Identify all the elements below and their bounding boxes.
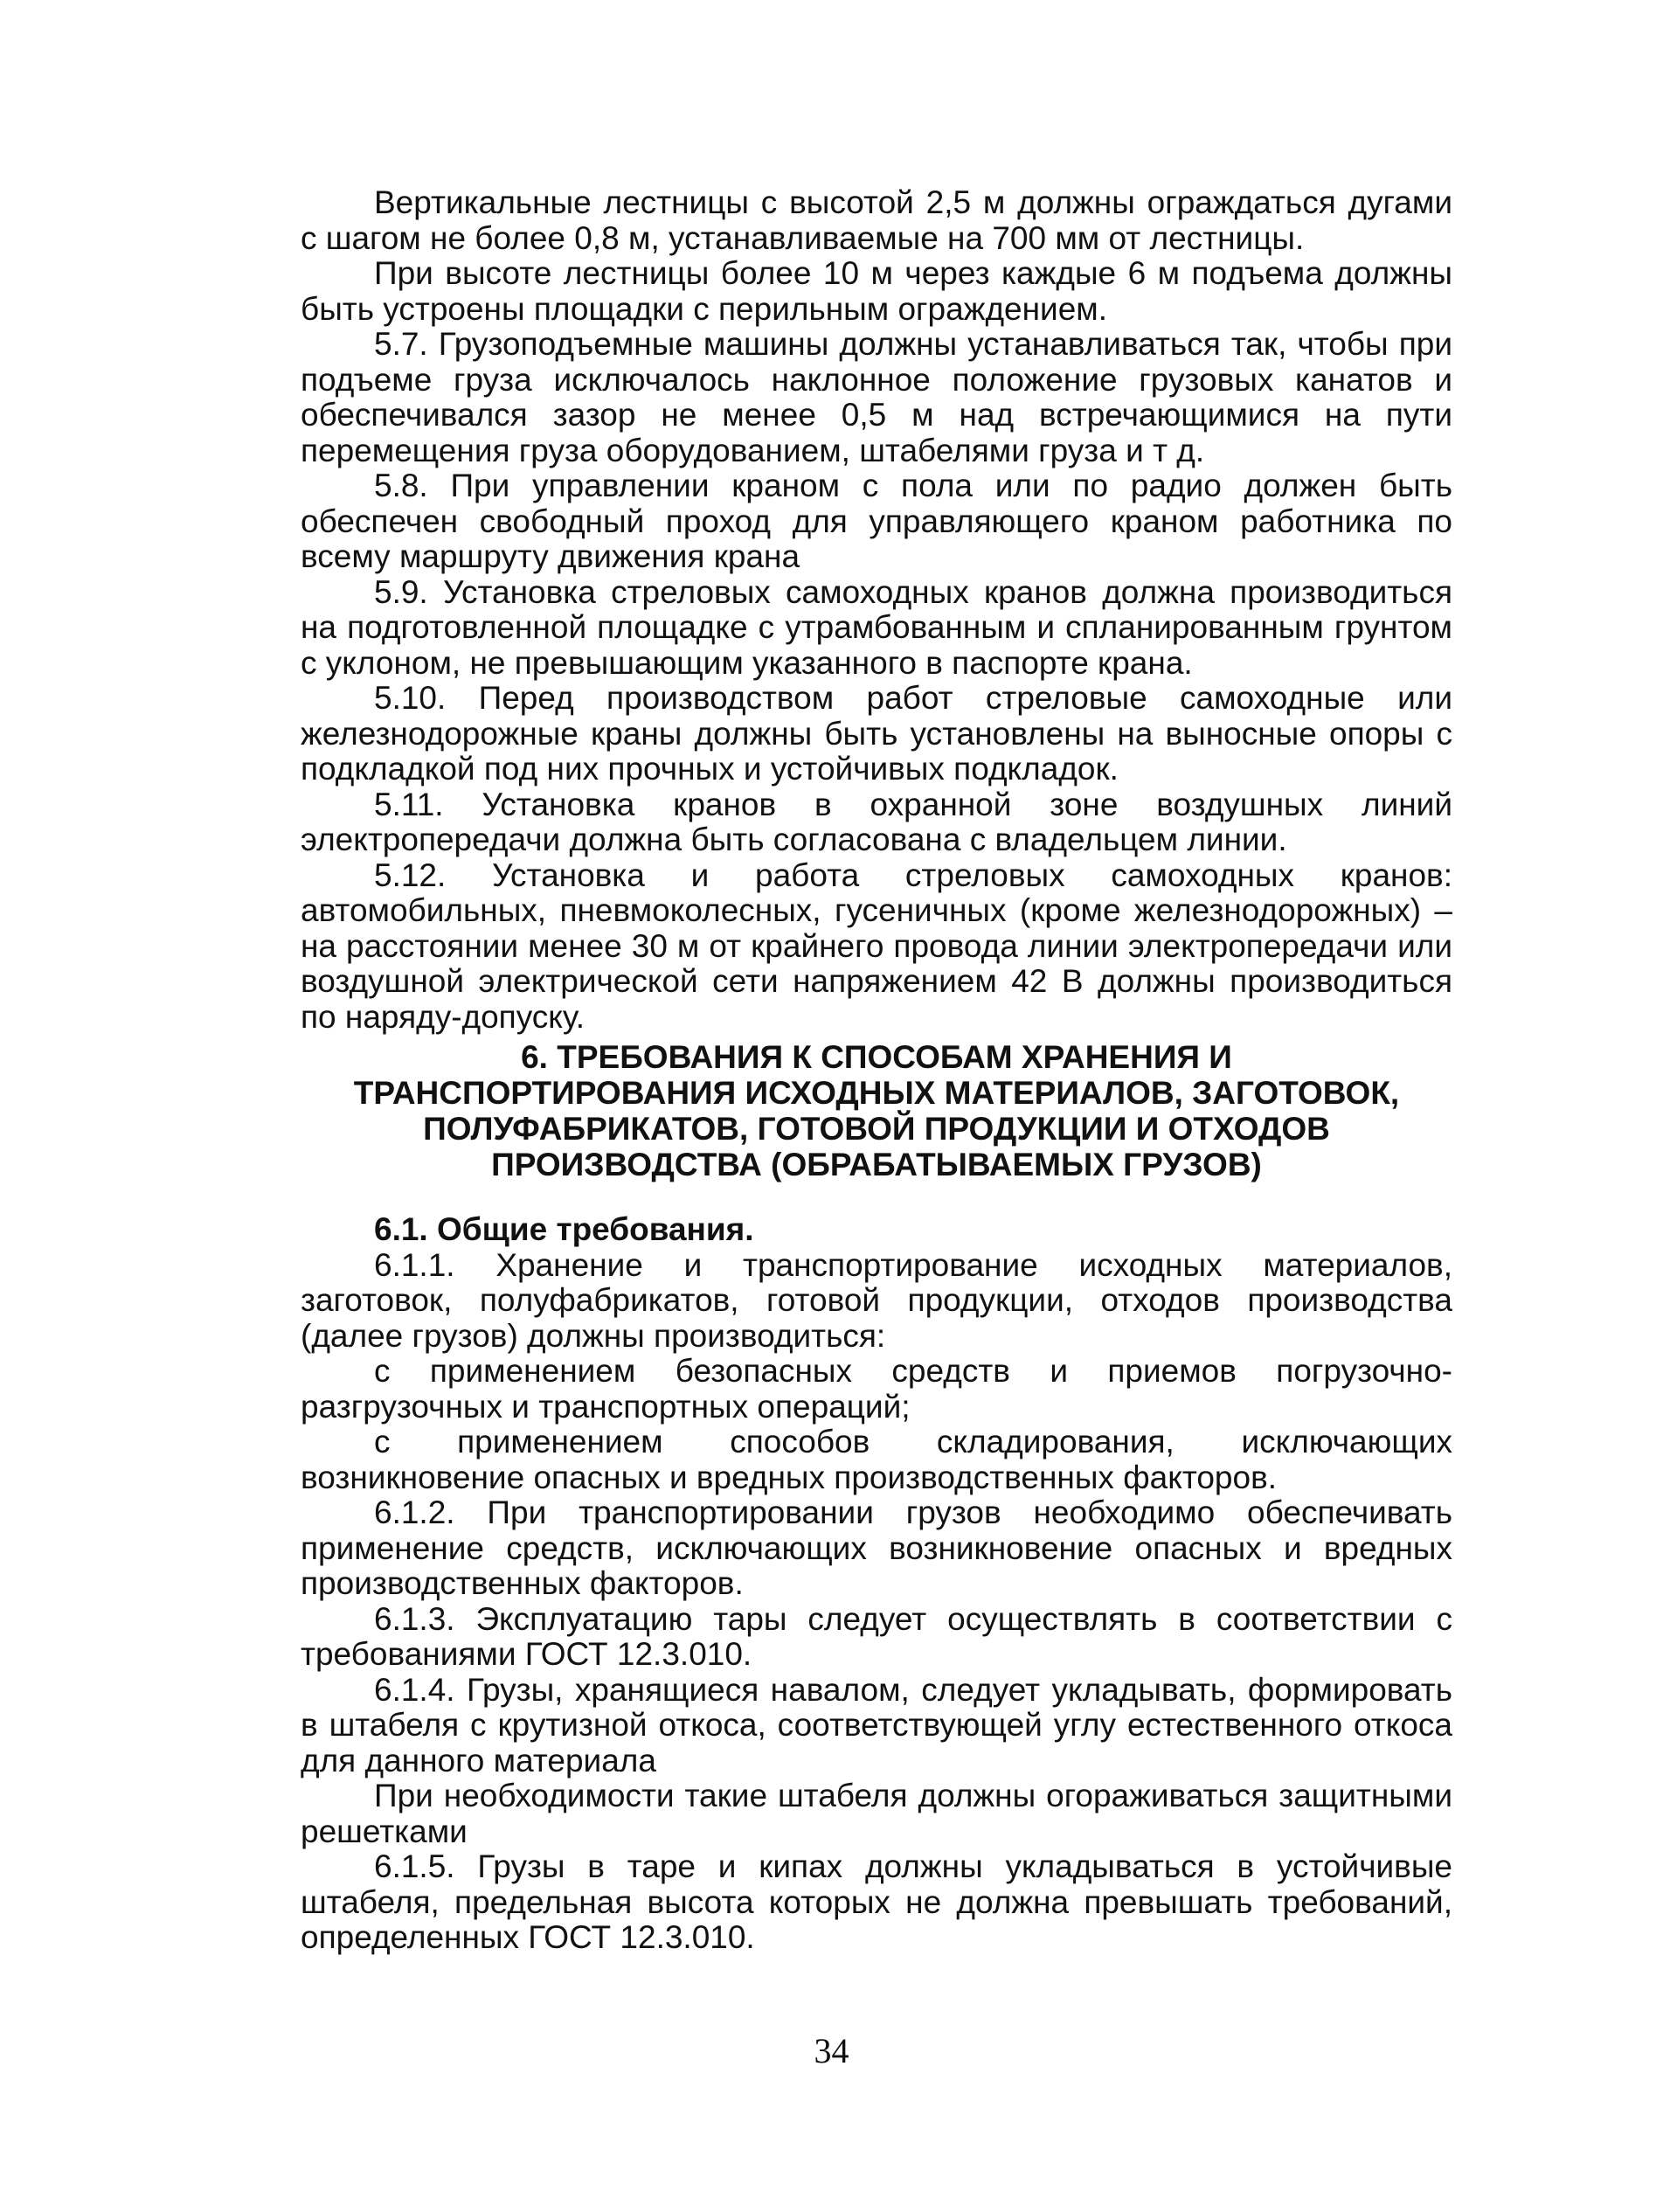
top-text-block (301, 185, 1452, 1035)
paragraph-safe-means: с применением безопасных средств и приемов погрузочно-разгрузочных и транспортных операций; (301, 1353, 1452, 1425)
paragraph-5-7: 5.7. Грузоподъемные машины должны устанавливаться так, чтобы при подъеме груза исключалось наклонное положение грузовых канатов и обеспечивался зазор не менее 0,5 м над встречающимися на пути перемещения груза оборудованием, штабелями груза и т д. (301, 326, 1452, 468)
paragraph-6-1-3: 6.1.3. Эксплуатацию тары следует осуществлять в соответствии с требованиями ГОСТ 12.3.010. (301, 1600, 1452, 1672)
section-6-heading (301, 1039, 1452, 1182)
paragraph-ladder-arcs: Вертикальные лестницы с высотой 2,5 м должны ограждаться дугами с шагом не более 0,8 м, устанавливаемые на 700 мм от лестницы. (301, 184, 1452, 256)
paragraph-6-1-4: 6.1.4. Грузы, хранящиеся навалом, следует укладывать, формировать в штабеля с крутизной откоса, соответствующей углу естественного откоса для данного материала (301, 1671, 1452, 1779)
heading-line-3: ПОЛУФАБРИКАТОВ, ГОТОВОЙ ПРОДУКЦИИ И ОТХОДОВ (423, 1111, 1330, 1147)
heading-line-1: 6. ТРЕБОВАНИЯ К СПОСОБАМ ХРАНЕНИЯ И (521, 1039, 1232, 1075)
page-number: 34 (814, 2031, 849, 2070)
paragraph-storage-methods: с применением способов складирования, исключающих возникновение опасных и вредных производственных факторов. (301, 1424, 1452, 1495)
paragraph-5-12: 5.12. Установка и работа стреловых самоходных кранов: автомобильных, пневмоколесных, гусеничных (кроме железнодорожных) – на расстоянии менее 30 м от крайнего провода линии электропередачи или воздушной электрической сети напряжением 42 В должны производиться по наряду-допуску. (301, 856, 1452, 1035)
paragraph-ladder-platforms: При высоте лестницы более 10 м через каждые 6 м подъема должны быть устроены площадки с перильным ограждением. (301, 255, 1452, 327)
paragraph-5-9: 5.9. Установка стреловых самоходных кранов должна производиться на подготовленной площадке с утрамбованным и спланированным грунтом с уклоном, не превышающим указанного в паспорте крана. (301, 573, 1452, 681)
paragraph-6-1-1: 6.1.1. Хранение и транспортирование исходных материалов, заготовок, полуфабрикатов, готовой продукции, отходов производства (далее грузов) должны производиться: (301, 1246, 1452, 1354)
heading-line-4: ПРОИЗВОДСТВА (ОБРАБАТЫВАЕМЫХ ГРУЗОВ) (491, 1147, 1262, 1182)
paragraph-5-8: 5.8. При управлении краном с пола или по радио должен быть обеспечен свободный проход для управляющего краном работника по всему маршруту движения крана (301, 468, 1452, 574)
subsection-6-1-title: 6.1. Общие требования. (374, 1211, 754, 1247)
paragraph-6-1-2: 6.1.2. При транспортировании грузов необходимо обеспечивать применение средств, исключающих возникновение опасных и вредных производственных факторов. (301, 1494, 1452, 1601)
bottom-text-block (301, 1212, 1452, 1956)
paragraph-6-1-5: 6.1.5. Грузы в таре и кипах должны укладываться в устойчивые штабеля, предельная высота которых не должна превышать требований, определенных ГОСТ 12.3.010. (301, 1848, 1452, 1955)
paragraph-protective-grates: При необходимости такие штабеля должны огораживаться защитными решетками (301, 1778, 1452, 1849)
paragraph-5-11: 5.11. Установка кранов в охранной зоне воздушных линий электропередачи должна быть согласована с владельцем линии. (301, 786, 1452, 857)
heading-line-2: ТРАНСПОРТИРОВАНИЯ ИСХОДНЫХ МАТЕРИАЛОВ, ЗАГОТОВОК, (353, 1075, 1400, 1111)
paragraph-5-10: 5.10. Перед производством работ стреловые самоходные или железнодорожные краны должны быть установлены на выносные опоры с подкладкой под них прочных и устойчивых подкладок. (301, 680, 1452, 787)
